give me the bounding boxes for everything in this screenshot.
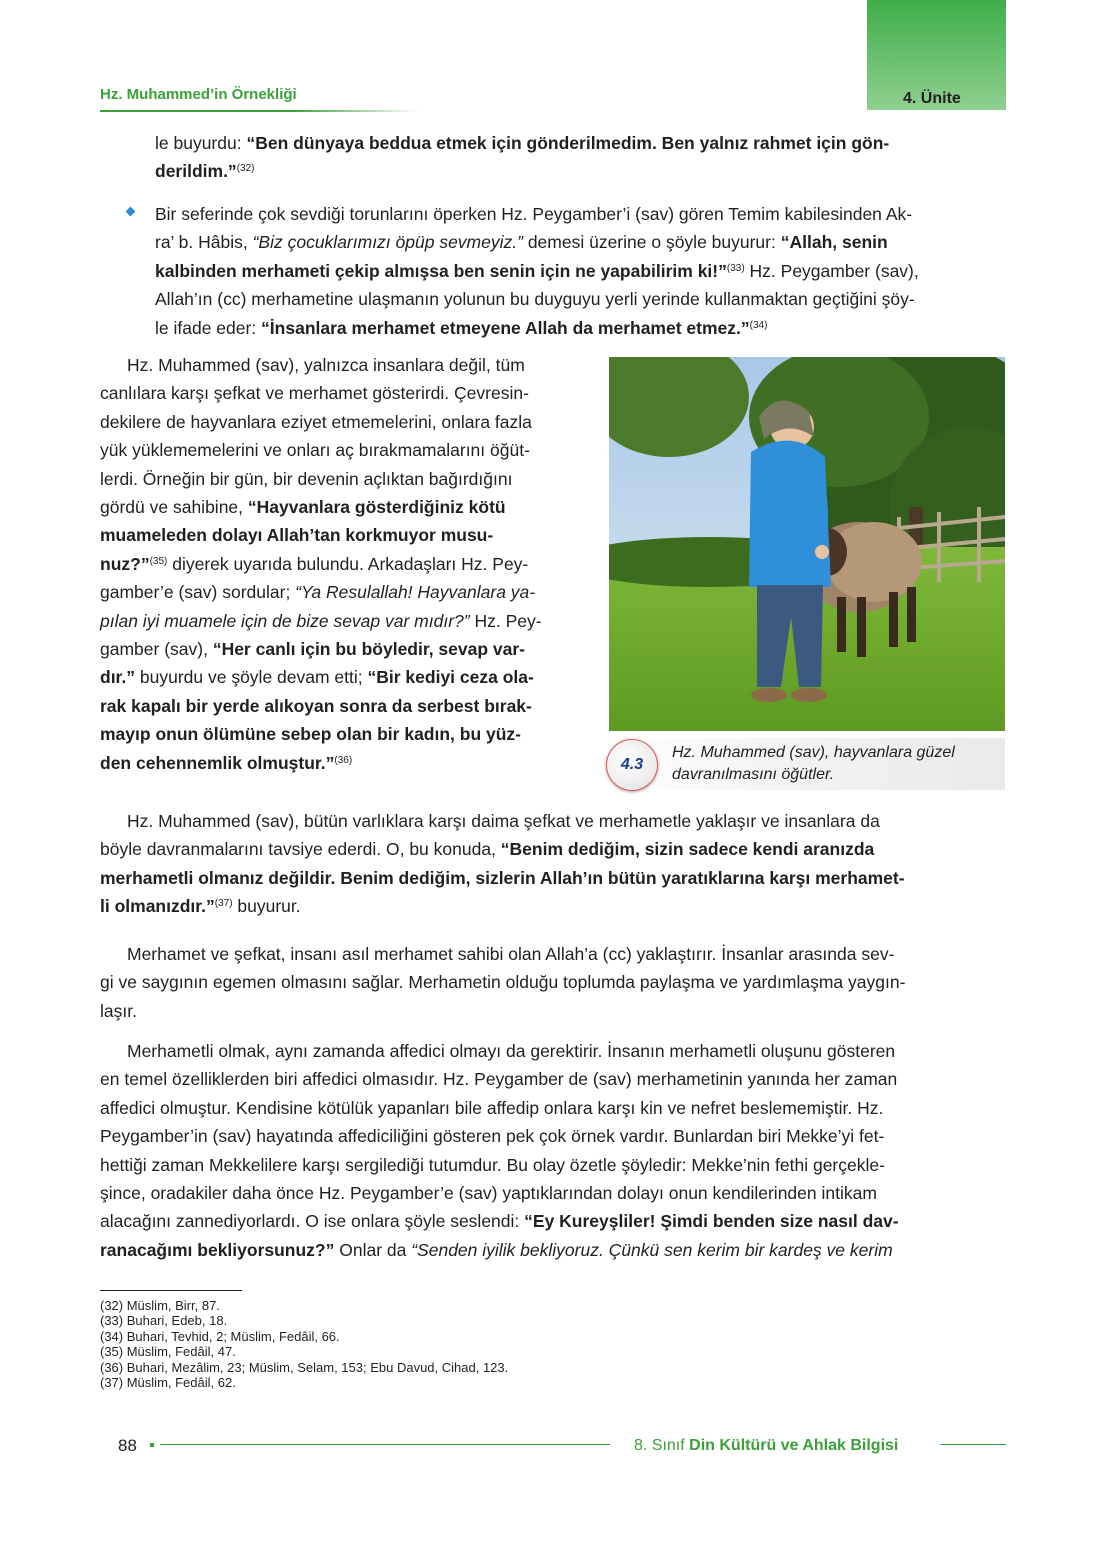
text-run: böyle davranmalarını tavsiye ederdi. O, bu konuda, (100, 839, 501, 860)
quote-bold: “Hayvanlara gösterdiğiniz kötü (247, 497, 506, 518)
quote-bold: kalbinden merhameti çekip almışsa ben senin için ne yapabilirim ki!” (155, 260, 727, 281)
footnote-ref: (34) (749, 319, 768, 331)
footnote: (32) Müslim, Birr, 87. (100, 1298, 220, 1313)
quote-bold: “Bir kediyi ceza ola- (367, 667, 534, 688)
quote-bold: rak kapalı bir yerde alıkoyan sonra da serbest bırak- (100, 695, 532, 716)
text-run: şince, oradakiler daha önce Hz. Peygamber’e (sav) yaptıklarından dolayı onun kendilerinden intikam (100, 1183, 877, 1204)
footnote-ref: (33) (726, 262, 745, 274)
text-run: gamber (sav), (100, 639, 213, 660)
quote-italic: “Senden iyilik bekliyoruz. Çünkü sen kerim bir kardeş ve kerim (411, 1239, 893, 1260)
quote-bold: li olmanızdır.” (100, 896, 215, 917)
quote-bold: “Ben dünyaya beddua etmek için gönderilmedim. Ben yalnız rahmet için gön- (246, 133, 890, 153)
quote-bold: nuz?” (100, 553, 150, 574)
paragraph (100, 940, 1005, 1025)
quote-bold: “İnsanlara merhamet etmeyene Allah da merhamet etmez.” (261, 317, 750, 338)
footer-dot (150, 1443, 154, 1447)
text-run: dekilere de hayvanlara eziyet etmemelerini, onlara fazla (100, 411, 532, 432)
text-run: Merhamet ve şefkat, insanı asıl merhamet sahibi olan Allah’a (cc) yaklaştırır. İnsanlar arasında sev- (127, 944, 895, 964)
footnote: (37) Müslim, Fedâil, 62. (100, 1375, 236, 1391)
text-run: Bir seferinde çok sevdiği torunlarını öperken Hz. Peygamber’i (sav) gören Temim kabilesinden Ak- (155, 204, 913, 224)
footnote-ref: (36) (334, 754, 353, 766)
footnote: (36) Buhari, Mezâlim, 23; Müslim, Selam, 153; Ebu Davud, Cihad, 123. (100, 1359, 509, 1375)
footer-rule (160, 1444, 610, 1445)
text-run: alacağını zannediyorlardı. O ise onlara şöyle seslendi: (100, 1211, 525, 1232)
text-run: le ifade eder: (155, 317, 262, 338)
text-run: Onlar da (334, 1239, 412, 1260)
text-run: Merhametli olmak, aynı zamanda affedici olmayı da gerektirir. İnsanın merhametli oluşunu gösteren (127, 1041, 896, 1061)
paragraph (100, 1037, 1005, 1264)
paragraph-continued (155, 129, 1005, 186)
text-run: le buyurdu: (155, 133, 247, 153)
header-rule (100, 110, 420, 112)
text-run: Hz. Muhammed (sav), yalnızca insanlara değil, tüm (127, 355, 525, 375)
quote-bold: “Ey Kureyşliler! Şimdi benden size nasıl dav- (524, 1211, 899, 1232)
text-run: laşır. (100, 1000, 137, 1021)
text-run: Peygamber’in (sav) hayatında affediciliğini gösteren pek çok örnek vardır. Bunlardan biri Mekke’yi fet- (100, 1126, 885, 1147)
quote-italic: “Ya Resulallah! Hayvanlara ya- (295, 582, 536, 603)
footnote-ref: (37) (214, 898, 233, 910)
unit-label: 4. Ünite (903, 90, 961, 107)
text-run: gi ve saygının egemen olmasını sağlar. Merhametin olduğu toplumda paylaşma ve yardımlaşma yaygın- (100, 972, 906, 993)
quote-bold: “Benim dediğim, sizin sadece kendi aranızda (500, 839, 875, 860)
book-name: Din Kültürü ve Ahlak Bilgisi (689, 1437, 899, 1454)
quote-bold: ranacağımı bekliyorsunuz?” (100, 1239, 335, 1260)
quote-italic: “Biz çocuklarımızı öpüp sevmeyiz.” (252, 232, 523, 253)
text-run: ra’ b. Hâbis, (155, 232, 253, 253)
text-run: yük yüklememelerini ve onları aç bırakmamalarını öğüt- (100, 440, 530, 461)
footer-rule (940, 1444, 1006, 1445)
text-run: hettiği zaman Mekkelilere karşı sergilediği tutumdur. Bu olay özetle şöyledir: Mekke’nin fethi gerçekle- (100, 1154, 885, 1175)
quote-bold: muameleden dolayı Allah’tan korkmuyor musu- (100, 525, 494, 546)
text-run: Hz. Peygamber (sav), (744, 260, 919, 281)
caption-line: Hz. Muhammed (sav), hayvanlara güzel (672, 744, 955, 761)
quote-bold: dır.” (100, 667, 136, 688)
text-run: Hz. Muhammed (sav), bütün varlıklara karşı daima şefkat ve merhametle yaklaşır ve insanlara da (127, 811, 880, 831)
footnote: (33) Buhari, Edeb, 18. (100, 1313, 228, 1329)
text-run: affedici olmuştur. Kendisine kötülük yapanları bile affedip onlara karşı kin ve nefret beslememiştir. Hz. (100, 1097, 884, 1118)
quote-bold: den cehennemlik olmuştur.” (100, 752, 335, 773)
footnote-rule (100, 1290, 242, 1291)
footnotes (100, 1298, 508, 1390)
section-title: Hz. Muhammed’in Örnekliği (100, 86, 297, 103)
figure-number: 4.3 (620, 756, 644, 773)
book-title (634, 1437, 898, 1455)
footnote: (35) Müslim, Fedâil, 47. (100, 1344, 236, 1360)
text-run: canlılara karşı şefkat ve merhamet gösterirdi. Çevresin- (100, 383, 529, 404)
quote-bold: derildim.” (155, 161, 237, 182)
photo-illustration (609, 357, 1005, 731)
text-run: en temel özelliklerden biri affedici olmasıdır. Hz. Peygamber de (sav) merhametinin yanında her zaman (100, 1069, 898, 1090)
quote-bold: “Allah, senin (780, 232, 888, 253)
bullet-paragraph (155, 200, 1005, 342)
paragraph (100, 807, 1005, 921)
bullet-diamond-icon (126, 207, 136, 217)
quote-italic: pılan iyi muamele için de bize sevap var mıdır?” (100, 610, 470, 631)
figure-caption (672, 742, 1002, 786)
footnote-ref: (35) (149, 555, 168, 567)
quote-bold: merhametli olmanız değildir. Benim dediğim, sizlerin Allah’ın bütün yaratıklarına karşı merhamet- (100, 867, 905, 888)
text-run: gördü ve sahibine, (100, 497, 248, 518)
text-run: Allah’ın (cc) merhametine ulaşmanın yolunun bu duyguyu yerli yerinde kullanmaktan geçtiğini şöy- (155, 289, 915, 310)
quote-bold: mayıp onun ölümüne sebep olan bir kadın, bu yüz- (100, 724, 522, 745)
text-run: buyurur. (232, 896, 301, 917)
book-grade: 8. Sınıf (634, 1437, 690, 1454)
page-number: 88 (118, 1436, 137, 1455)
footnote-ref: (32) (236, 163, 255, 175)
column-paragraph (100, 351, 592, 777)
text-run: buyurdu ve şöyle devam etti; (135, 667, 368, 688)
text-run: gamber’e (sav) sordular; (100, 582, 296, 603)
caption-line: davranılmasını öğütler. (672, 766, 835, 783)
text-run: diyerek uyarıda bulundu. Arkadaşları Hz. Pey- (167, 553, 529, 574)
footnote: (34) Buhari, Tevhid, 2; Müslim, Fedâil, 66. (100, 1328, 340, 1344)
text-run: Hz. Pey- (469, 610, 542, 631)
text-run: demesi üzerine o şöyle buyurur: (522, 232, 781, 253)
figure-number-badge (606, 739, 658, 791)
quote-bold: “Her canlı için bu böyledir, sevap var- (212, 639, 526, 660)
text-run: lerdi. Örneğin bir gün, bir devenin açlıktan bağırdığını (100, 468, 513, 489)
figure-photo (609, 357, 1005, 731)
